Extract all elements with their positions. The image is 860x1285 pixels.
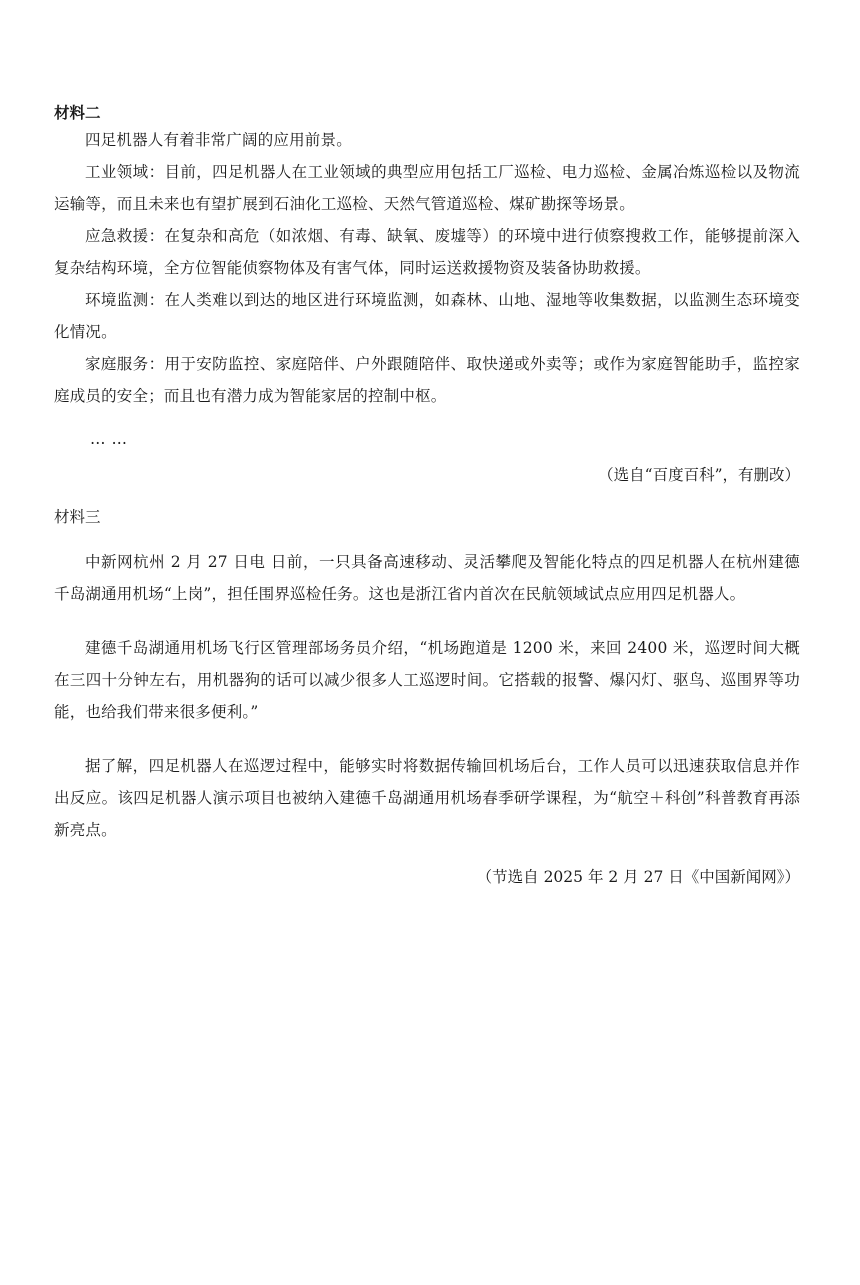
material-three-paragraph: 据了解，四足机器人在巡逻过程中，能够实时将数据传输回机场后台，工作人员可以迅速获取信息并作出反应。该四足机器人演示项目也被纳入建德千岛湖通用机场春季研学课程，为“航空＋科创”科普教育再添新亮点。: [54, 757, 800, 839]
material-three-paragraph: 建德千岛湖通用机场飞行区管理部场务员介绍，“机场跑道是 1200 米，来回 2400 米，巡逻时间大概在三四十分钟左右，用机器狗的话可以减少很多人工巡逻时间。它搭载的报警、爆闪灯、驱鸟、巡围界等功能，也给我们带来很多便利。”: [54, 639, 800, 721]
material-two-paragraph: 四足机器人有着非常广阔的应用前景。: [85, 131, 352, 149]
material-two-paragraph: 工业领域：目前，四足机器人在工业领域的典型应用包括工厂巡检、电力巡检、金属冶炼巡检以及物流运输等，而且未来也有望扩展到石油化工巡检、天然气管道巡检、煤矿勘探等场景。: [54, 163, 800, 213]
material-two-title: 材料二: [54, 103, 101, 122]
material-two-source: （选自“百度百科”，有删改）: [598, 466, 800, 484]
material-three-source: （节选自 2025 年 2 月 27 日《中国新闻网》）: [476, 868, 800, 886]
material-two-paragraph: 应急救援：在复杂和高危（如浓烟、有毒、缺氧、废墟等）的环境中进行侦察搜救工作，能够提前深入复杂结构环境，全方位智能侦察物体及有害气体，同时运送救援物资及装备协助救援。: [54, 227, 800, 277]
material-three-paragraph: 中新网杭州 2 月 27 日电 日前，一只具备高速移动、灵活攀爬及智能化特点的四足机器人在杭州建德千岛湖通用机场“上岗”，担任围界巡检任务。这也是浙江省内首次在民航领域试点应用四足机器人。: [54, 553, 800, 603]
material-two-paragraph: 家庭服务：用于安防监控、家庭陪伴、户外跟随陪伴、取快递或外卖等；或作为家庭智能助手，监控家庭成员的安全；而且也有潜力成为智能家居的控制中枢。: [54, 355, 800, 405]
omission-mark: ……: [90, 430, 133, 448]
material-two-paragraph: 环境监测：在人类难以到达的地区进行环境监测，如森林、山地、湿地等收集数据，以监测生态环境变化情况。: [54, 291, 800, 341]
material-three-title: 材料三: [54, 508, 101, 526]
document-page: [54, 102, 800, 888]
